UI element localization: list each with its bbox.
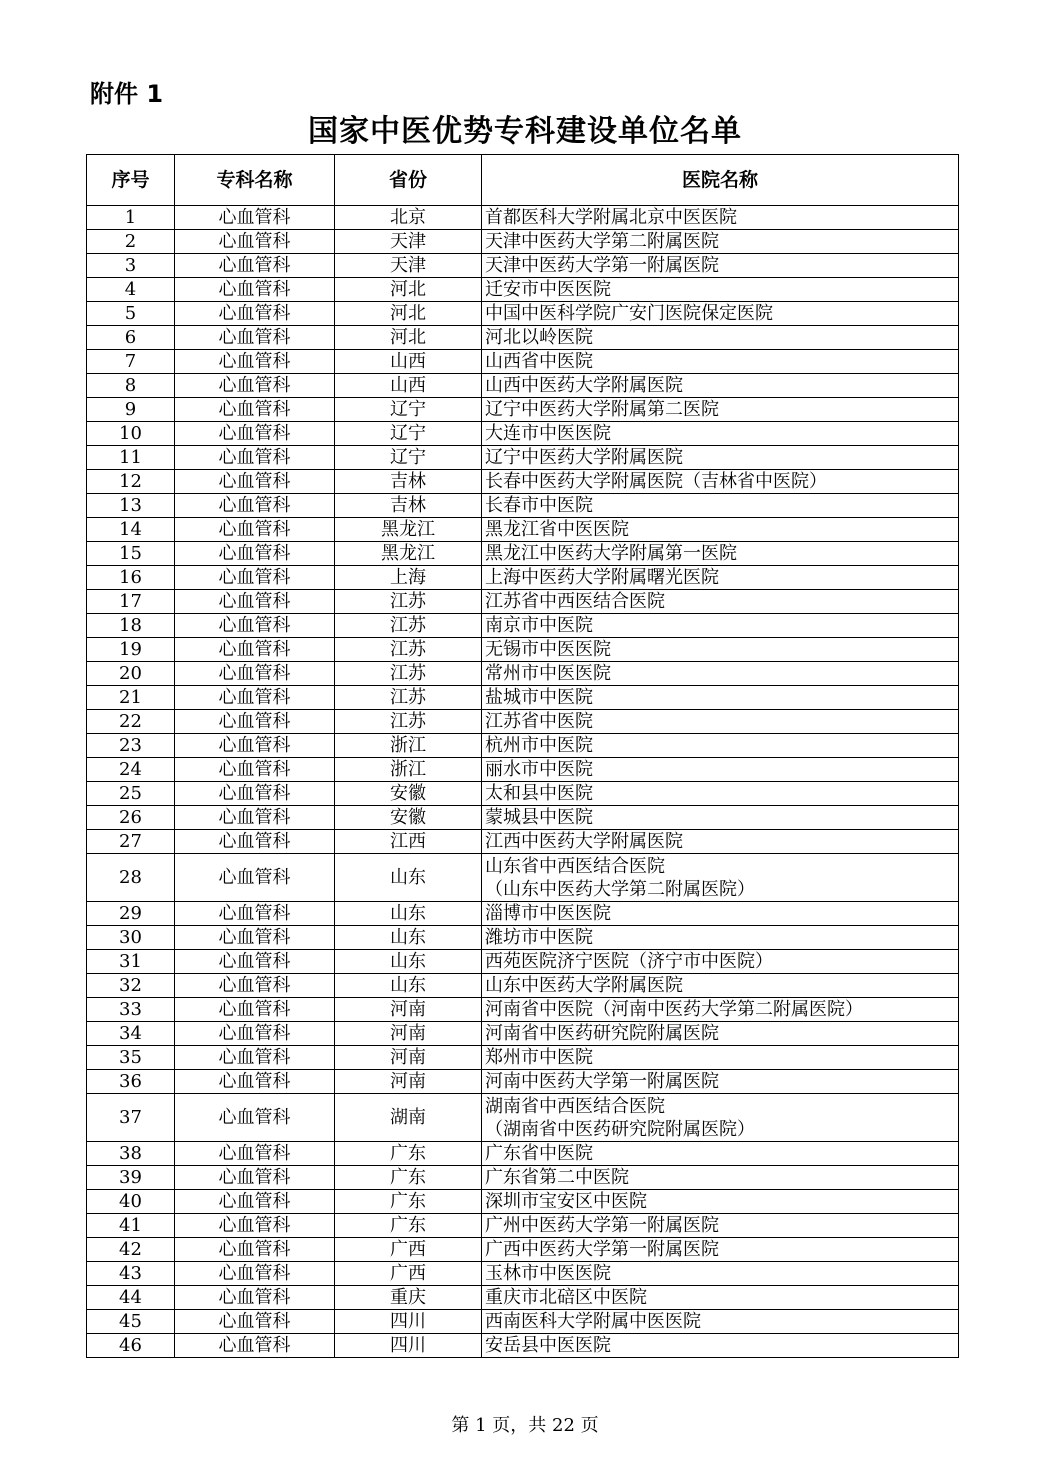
hospital-cell <box>482 446 959 470</box>
table-row <box>87 1286 959 1310</box>
province-cell: 四川 <box>335 1334 482 1358</box>
seq-cell: 23 <box>87 734 175 758</box>
table-row <box>87 302 959 326</box>
table-row <box>87 1022 959 1046</box>
province-cell: 山东 <box>335 902 482 926</box>
province-cell: 河南 <box>335 1070 482 1094</box>
hospital-cell <box>482 830 959 854</box>
table-row <box>87 1334 959 1358</box>
hospital-cell <box>482 398 959 422</box>
table-row <box>87 254 959 278</box>
table-row <box>87 542 959 566</box>
table-row <box>87 1310 959 1334</box>
hospital-cell <box>482 1190 959 1214</box>
page-footer: 第 1 页，共 22 页 <box>451 1415 599 1436</box>
table-row <box>87 1190 959 1214</box>
hospital-name-line: 山西省中医院 <box>485 350 593 372</box>
table-row <box>87 1070 959 1094</box>
hospital-name-line: 盐城市中医院 <box>485 686 593 708</box>
specialty-cell: 心血管科 <box>175 1286 335 1310</box>
hospital-cell <box>482 782 959 806</box>
hospital-cell <box>482 1214 959 1238</box>
hospital-name-line: （山东中医药大学第二附属医院） <box>485 878 755 900</box>
specialty-cell: 心血管科 <box>175 350 335 374</box>
province-cell: 辽宁 <box>335 398 482 422</box>
seq-cell: 25 <box>87 782 175 806</box>
hospital-name-line: 西南医科大学附属中医医院 <box>485 1310 701 1332</box>
hospital-cell <box>482 1094 959 1142</box>
hospital-name-line: 郑州市中医院 <box>485 1046 593 1068</box>
hospital-name-line: 太和县中医院 <box>485 782 593 804</box>
seq-cell: 21 <box>87 686 175 710</box>
specialty-cell: 心血管科 <box>175 950 335 974</box>
province-cell: 浙江 <box>335 734 482 758</box>
hospital-name-line: 迁安市中医医院 <box>485 278 611 300</box>
hospital-name-line: 常州市中医医院 <box>485 662 611 684</box>
specialty-cell: 心血管科 <box>175 806 335 830</box>
province-cell: 江苏 <box>335 710 482 734</box>
specialty-cell: 心血管科 <box>175 1334 335 1358</box>
hospital-name-line: 长春中医药大学附属医院（吉林省中医院） <box>485 470 827 492</box>
specialty-cell: 心血管科 <box>175 902 335 926</box>
table-row <box>87 782 959 806</box>
table-row <box>87 926 959 950</box>
hospital-name-line: 江苏省中西医结合医院 <box>485 590 665 612</box>
province-cell: 四川 <box>335 1310 482 1334</box>
hospital-name-line: 辽宁中医药大学附属医院 <box>485 446 683 468</box>
seq-cell: 22 <box>87 710 175 734</box>
hospital-name-line: 深圳市宝安区中医院 <box>485 1190 647 1212</box>
hospital-name-line: 天津中医药大学第一附属医院 <box>485 254 719 276</box>
province-cell: 江苏 <box>335 614 482 638</box>
province-cell: 河北 <box>335 278 482 302</box>
table-row <box>87 1094 959 1142</box>
province-cell: 天津 <box>335 254 482 278</box>
table-row <box>87 974 959 998</box>
province-cell: 天津 <box>335 230 482 254</box>
province-cell: 安徽 <box>335 806 482 830</box>
hospital-cell <box>482 734 959 758</box>
table-row <box>87 566 959 590</box>
seq-cell: 45 <box>87 1310 175 1334</box>
province-cell: 安徽 <box>335 782 482 806</box>
province-cell: 上海 <box>335 566 482 590</box>
seq-cell: 13 <box>87 494 175 518</box>
specialty-cell: 心血管科 <box>175 326 335 350</box>
hospital-cell <box>482 470 959 494</box>
specialty-cell: 心血管科 <box>175 494 335 518</box>
table-row <box>87 710 959 734</box>
specialty-cell: 心血管科 <box>175 710 335 734</box>
specialty-cell: 心血管科 <box>175 566 335 590</box>
specialty-cell: 心血管科 <box>175 518 335 542</box>
hospital-name-line: 江苏省中医院 <box>485 710 593 732</box>
province-cell: 广东 <box>335 1166 482 1190</box>
province-cell: 广西 <box>335 1262 482 1286</box>
seq-cell: 41 <box>87 1214 175 1238</box>
seq-cell: 42 <box>87 1238 175 1262</box>
specialty-cell: 心血管科 <box>175 398 335 422</box>
table-row <box>87 494 959 518</box>
hospital-name-line: 上海中医药大学附属曙光医院 <box>485 566 719 588</box>
table-row <box>87 1214 959 1238</box>
table-row <box>87 398 959 422</box>
specialty-cell: 心血管科 <box>175 278 335 302</box>
hospital-cell <box>482 974 959 998</box>
seq-cell: 16 <box>87 566 175 590</box>
province-cell: 河南 <box>335 998 482 1022</box>
province-cell: 江苏 <box>335 590 482 614</box>
seq-cell: 26 <box>87 806 175 830</box>
hospital-cell <box>482 1334 959 1358</box>
table-row <box>87 278 959 302</box>
hospital-cell <box>482 686 959 710</box>
province-cell: 山东 <box>335 854 482 902</box>
hospital-name-line: 丽水市中医院 <box>485 758 593 780</box>
seq-cell: 7 <box>87 350 175 374</box>
province-cell: 广东 <box>335 1190 482 1214</box>
table-row <box>87 374 959 398</box>
seq-cell: 30 <box>87 926 175 950</box>
specialty-cell: 心血管科 <box>175 1046 335 1070</box>
table-row <box>87 1142 959 1166</box>
hospital-name-line: 河南省中医药研究院附属医院 <box>485 1022 719 1044</box>
hospital-name-line: 山东省中西医结合医院 <box>485 855 665 877</box>
hospital-cell <box>482 1070 959 1094</box>
seq-cell: 43 <box>87 1262 175 1286</box>
specialty-cell: 心血管科 <box>175 446 335 470</box>
seq-cell: 12 <box>87 470 175 494</box>
province-cell: 江苏 <box>335 662 482 686</box>
table-row <box>87 446 959 470</box>
hospital-name-line: 河南省中医院（河南中医药大学第二附属医院） <box>485 998 863 1020</box>
hospital-cell <box>482 926 959 950</box>
hospital-cell <box>482 662 959 686</box>
specialty-cell: 心血管科 <box>175 542 335 566</box>
hospital-cell <box>482 1238 959 1262</box>
hospital-cell <box>482 1286 959 1310</box>
hospital-cell <box>482 758 959 782</box>
hospital-name-line: 河北以岭医院 <box>485 326 593 348</box>
table-row <box>87 758 959 782</box>
seq-cell: 44 <box>87 1286 175 1310</box>
seq-cell: 34 <box>87 1022 175 1046</box>
specialty-cell: 心血管科 <box>175 662 335 686</box>
table-row <box>87 830 959 854</box>
seq-cell: 39 <box>87 1166 175 1190</box>
header-hospital: 医院名称 <box>482 155 959 206</box>
seq-cell: 1 <box>87 206 175 230</box>
hospital-cell <box>482 494 959 518</box>
specialty-cell: 心血管科 <box>175 1022 335 1046</box>
province-cell: 广西 <box>335 1238 482 1262</box>
specialty-cell: 心血管科 <box>175 1190 335 1214</box>
seq-cell: 19 <box>87 638 175 662</box>
specialty-cell: 心血管科 <box>175 374 335 398</box>
table-row <box>87 854 959 902</box>
specialty-cell: 心血管科 <box>175 302 335 326</box>
seq-cell: 29 <box>87 902 175 926</box>
seq-cell: 38 <box>87 1142 175 1166</box>
province-cell: 湖南 <box>335 1094 482 1142</box>
table-row <box>87 326 959 350</box>
specialty-cell: 心血管科 <box>175 614 335 638</box>
hospital-cell <box>482 254 959 278</box>
table-row <box>87 686 959 710</box>
specialty-cell: 心血管科 <box>175 830 335 854</box>
table-row <box>87 206 959 230</box>
table-row <box>87 614 959 638</box>
province-cell: 广东 <box>335 1142 482 1166</box>
header-province: 省份 <box>335 155 482 206</box>
hospital-cell <box>482 854 959 902</box>
hospital-cell <box>482 374 959 398</box>
seq-cell: 32 <box>87 974 175 998</box>
hospital-cell <box>482 638 959 662</box>
seq-cell: 36 <box>87 1070 175 1094</box>
province-cell: 河南 <box>335 1022 482 1046</box>
hospital-name-line: 黑龙江省中医医院 <box>485 518 629 540</box>
province-cell: 河南 <box>335 1046 482 1070</box>
table-row <box>87 422 959 446</box>
hospital-name-line: 湖南省中西医结合医院 <box>485 1095 665 1117</box>
specialty-cell: 心血管科 <box>175 206 335 230</box>
hospital-name-line: 南京市中医院 <box>485 614 593 636</box>
hospital-name-line: 蒙城县中医院 <box>485 806 593 828</box>
province-cell: 江苏 <box>335 686 482 710</box>
hospital-cell <box>482 806 959 830</box>
seq-cell: 17 <box>87 590 175 614</box>
specialty-cell: 心血管科 <box>175 1142 335 1166</box>
specialty-cell: 心血管科 <box>175 686 335 710</box>
specialty-cell: 心血管科 <box>175 1094 335 1142</box>
hospital-name-line: 广东省中医院 <box>485 1142 593 1164</box>
province-cell: 山西 <box>335 350 482 374</box>
seq-cell: 33 <box>87 998 175 1022</box>
hospital-name-line: 淄博市中医医院 <box>485 902 611 924</box>
hospital-cell <box>482 998 959 1022</box>
hospital-name-line: （湖南省中医药研究院附属医院） <box>485 1118 755 1140</box>
hospital-cell <box>482 278 959 302</box>
hospital-cell <box>482 950 959 974</box>
hospital-cell <box>482 350 959 374</box>
seq-cell: 18 <box>87 614 175 638</box>
hospital-name-line: 辽宁中医药大学附属第二医院 <box>485 398 719 420</box>
hospital-list-table <box>86 154 959 1358</box>
specialty-cell: 心血管科 <box>175 974 335 998</box>
seq-cell: 24 <box>87 758 175 782</box>
hospital-name-line: 山东中医药大学附属医院 <box>485 974 683 996</box>
seq-cell: 35 <box>87 1046 175 1070</box>
seq-cell: 40 <box>87 1190 175 1214</box>
hospital-name-line: 广州中医药大学第一附属医院 <box>485 1214 719 1236</box>
hospital-name-line: 江西中医药大学附属医院 <box>485 830 683 852</box>
seq-cell: 15 <box>87 542 175 566</box>
specialty-cell: 心血管科 <box>175 254 335 278</box>
hospital-name-line: 大连市中医医院 <box>485 422 611 444</box>
hospital-cell <box>482 1262 959 1286</box>
table-row <box>87 518 959 542</box>
table-row <box>87 1166 959 1190</box>
hospital-name-line: 无锡市中医医院 <box>485 638 611 660</box>
table-row <box>87 590 959 614</box>
hospital-cell <box>482 1142 959 1166</box>
province-cell: 黑龙江 <box>335 518 482 542</box>
table-row <box>87 950 959 974</box>
seq-cell: 27 <box>87 830 175 854</box>
document-title: 国家中医优势专科建设单位名单 <box>308 114 742 149</box>
hospital-cell <box>482 1310 959 1334</box>
province-cell: 重庆 <box>335 1286 482 1310</box>
specialty-cell: 心血管科 <box>175 1238 335 1262</box>
specialty-cell: 心血管科 <box>175 470 335 494</box>
hospital-cell <box>482 614 959 638</box>
specialty-cell: 心血管科 <box>175 1262 335 1286</box>
hospital-name-line: 广西中医药大学第一附属医院 <box>485 1238 719 1260</box>
table-row <box>87 1262 959 1286</box>
seq-cell: 5 <box>87 302 175 326</box>
hospital-cell <box>482 542 959 566</box>
table-row <box>87 1046 959 1070</box>
hospital-name-line: 杭州市中医院 <box>485 734 593 756</box>
specialty-cell: 心血管科 <box>175 1310 335 1334</box>
seq-cell: 3 <box>87 254 175 278</box>
province-cell: 辽宁 <box>335 422 482 446</box>
seq-cell: 8 <box>87 374 175 398</box>
table-body <box>87 206 959 1358</box>
specialty-cell: 心血管科 <box>175 782 335 806</box>
specialty-cell: 心血管科 <box>175 758 335 782</box>
header-seq: 序号 <box>87 155 175 206</box>
seq-cell: 37 <box>87 1094 175 1142</box>
province-cell: 山东 <box>335 974 482 998</box>
table-row <box>87 902 959 926</box>
hospital-name-line: 黑龙江中医药大学附属第一医院 <box>485 542 737 564</box>
hospital-cell <box>482 1046 959 1070</box>
hospital-cell <box>482 566 959 590</box>
attachment-label: 附件 1 <box>90 80 164 108</box>
province-cell: 山东 <box>335 926 482 950</box>
specialty-cell: 心血管科 <box>175 638 335 662</box>
seq-cell: 6 <box>87 326 175 350</box>
hospital-name-line: 首都医科大学附属北京中医医院 <box>485 206 737 228</box>
seq-cell: 46 <box>87 1334 175 1358</box>
seq-cell: 10 <box>87 422 175 446</box>
seq-cell: 9 <box>87 398 175 422</box>
specialty-cell: 心血管科 <box>175 230 335 254</box>
hospital-name-line: 潍坊市中医院 <box>485 926 593 948</box>
hospital-name-line: 河南中医药大学第一附属医院 <box>485 1070 719 1092</box>
hospital-name-line: 玉林市中医医院 <box>485 1262 611 1284</box>
table-row <box>87 806 959 830</box>
province-cell: 山西 <box>335 374 482 398</box>
table-row <box>87 662 959 686</box>
hospital-cell <box>482 1022 959 1046</box>
hospital-cell <box>482 1166 959 1190</box>
hospital-cell <box>482 422 959 446</box>
province-cell: 黑龙江 <box>335 542 482 566</box>
seq-cell: 31 <box>87 950 175 974</box>
table-row <box>87 350 959 374</box>
hospital-cell <box>482 326 959 350</box>
specialty-cell: 心血管科 <box>175 422 335 446</box>
province-cell: 北京 <box>335 206 482 230</box>
specialty-cell: 心血管科 <box>175 1214 335 1238</box>
province-cell: 吉林 <box>335 470 482 494</box>
province-cell: 山东 <box>335 950 482 974</box>
table-header-row <box>87 155 959 206</box>
table-row <box>87 1238 959 1262</box>
specialty-cell: 心血管科 <box>175 854 335 902</box>
specialty-cell: 心血管科 <box>175 590 335 614</box>
table-row <box>87 998 959 1022</box>
hospital-cell <box>482 710 959 734</box>
hospital-name-line: 天津中医药大学第二附属医院 <box>485 230 719 252</box>
hospital-name-line: 长春市中医院 <box>485 494 593 516</box>
table-row <box>87 230 959 254</box>
province-cell: 河北 <box>335 326 482 350</box>
header-specialty: 专科名称 <box>175 155 335 206</box>
table-row <box>87 734 959 758</box>
specialty-cell: 心血管科 <box>175 998 335 1022</box>
province-cell: 广东 <box>335 1214 482 1238</box>
province-cell: 江苏 <box>335 638 482 662</box>
table-row <box>87 470 959 494</box>
seq-cell: 20 <box>87 662 175 686</box>
seq-cell: 14 <box>87 518 175 542</box>
province-cell: 辽宁 <box>335 446 482 470</box>
hospital-name-line: 中国中医科学院广安门医院保定医院 <box>485 302 773 324</box>
specialty-cell: 心血管科 <box>175 1070 335 1094</box>
seq-cell: 2 <box>87 230 175 254</box>
province-cell: 河北 <box>335 302 482 326</box>
hospital-name-line: 重庆市北碚区中医院 <box>485 1286 647 1308</box>
hospital-cell <box>482 902 959 926</box>
specialty-cell: 心血管科 <box>175 926 335 950</box>
hospital-cell <box>482 302 959 326</box>
seq-cell: 28 <box>87 854 175 902</box>
hospital-name-line: 西苑医院济宁医院（济宁市中医院） <box>485 950 773 972</box>
hospital-cell <box>482 230 959 254</box>
province-cell: 浙江 <box>335 758 482 782</box>
province-cell: 吉林 <box>335 494 482 518</box>
seq-cell: 11 <box>87 446 175 470</box>
seq-cell: 4 <box>87 278 175 302</box>
hospital-cell <box>482 518 959 542</box>
hospital-name-line: 广东省第二中医院 <box>485 1166 629 1188</box>
specialty-cell: 心血管科 <box>175 1166 335 1190</box>
specialty-cell: 心血管科 <box>175 734 335 758</box>
table-row <box>87 638 959 662</box>
hospital-cell <box>482 206 959 230</box>
hospital-cell <box>482 590 959 614</box>
hospital-name-line: 山西中医药大学附属医院 <box>485 374 683 396</box>
province-cell: 江西 <box>335 830 482 854</box>
hospital-name-line: 安岳县中医医院 <box>485 1334 611 1356</box>
